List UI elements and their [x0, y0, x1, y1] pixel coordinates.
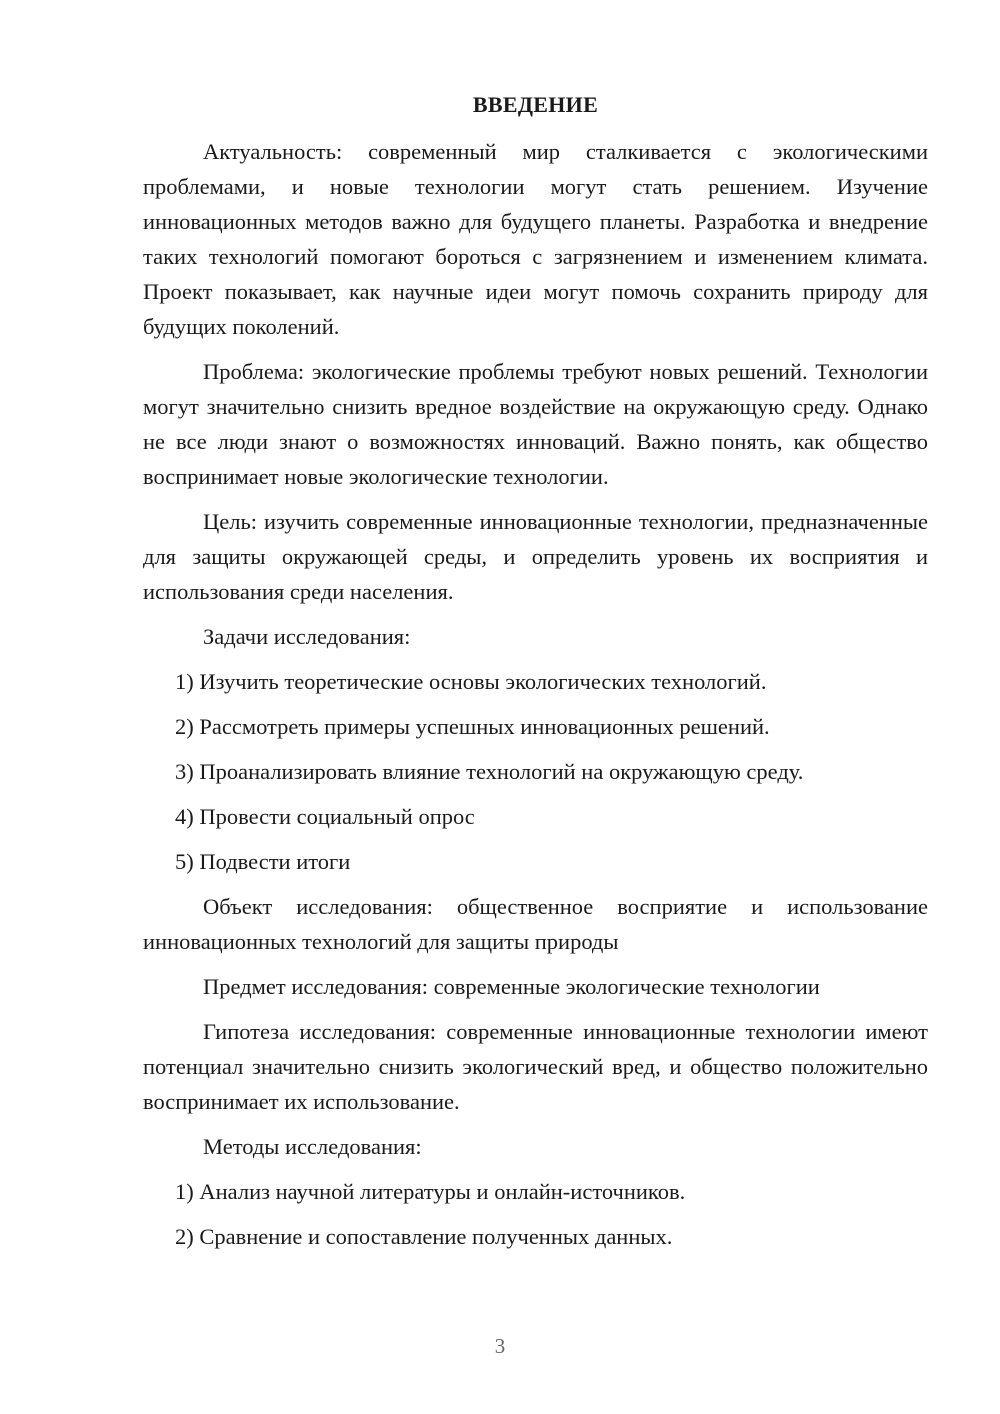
method-item-2: 2) Сравнение и сопоставление полученных данных. [175, 1224, 673, 1249]
page-title: ВВЕДЕНИЕ [472, 92, 599, 117]
problem-paragraph: Проблема: экологические проблемы требуют новых решений. Технологии могут значительно снизить вредное воздействие на окружающую среду. Однако не все люди знают о возможностях инноваций. Важно понять, как общество воспринимает новые экологические технологии. [143, 359, 928, 489]
task-item-2: 2) Рассмотреть примеры успешных инновационных решений. [175, 714, 770, 739]
hypothesis-paragraph: Гипотеза исследования: современные инновационные технологии имеют потенциал значительно снизить экологический вред, и общество положительно воспринимает их использование. [143, 1019, 928, 1114]
goal-paragraph: Цель: изучить современные инновационные технологии, предназначенные для защиты окружающей среды, и определить уровень их восприятия и использования среди населения. [143, 509, 928, 604]
methods-heading: Методы исследования: [203, 1134, 422, 1159]
task-item-3: 3) Проанализировать влияние технологий на окружающую среду. [175, 759, 804, 784]
task-item-1: 1) Изучить теоретические основы экологических технологий. [175, 669, 767, 694]
method-item-1: 1) Анализ научной литературы и онлайн-источников. [175, 1179, 686, 1204]
task-item-4: 4) Провести социальный опрос [175, 804, 475, 829]
tasks-heading: Задачи исследования: [203, 624, 411, 649]
page-number: 3 [494, 1334, 506, 1358]
subject-paragraph: Предмет исследования: современные экологические технологии [203, 974, 820, 999]
relevance-paragraph: Актуальность: современный мир сталкивается с экологическими проблемами, и новые технологии могут стать решением. Изучение инновационных методов важно для будущего планеты. Разработка и внедрение таких технологий помогают бороться с загрязнением и изменением климата. Проект показывает, как научные идеи могут помочь сохранить природу для будущих поколений. [143, 139, 928, 339]
task-item-5: 5) Подвести итоги [175, 849, 351, 874]
document-page [143, 92, 928, 1264]
object-paragraph: Объект исследования: общественное восприятие и использование инновационных технологий для защиты природы [143, 894, 928, 954]
